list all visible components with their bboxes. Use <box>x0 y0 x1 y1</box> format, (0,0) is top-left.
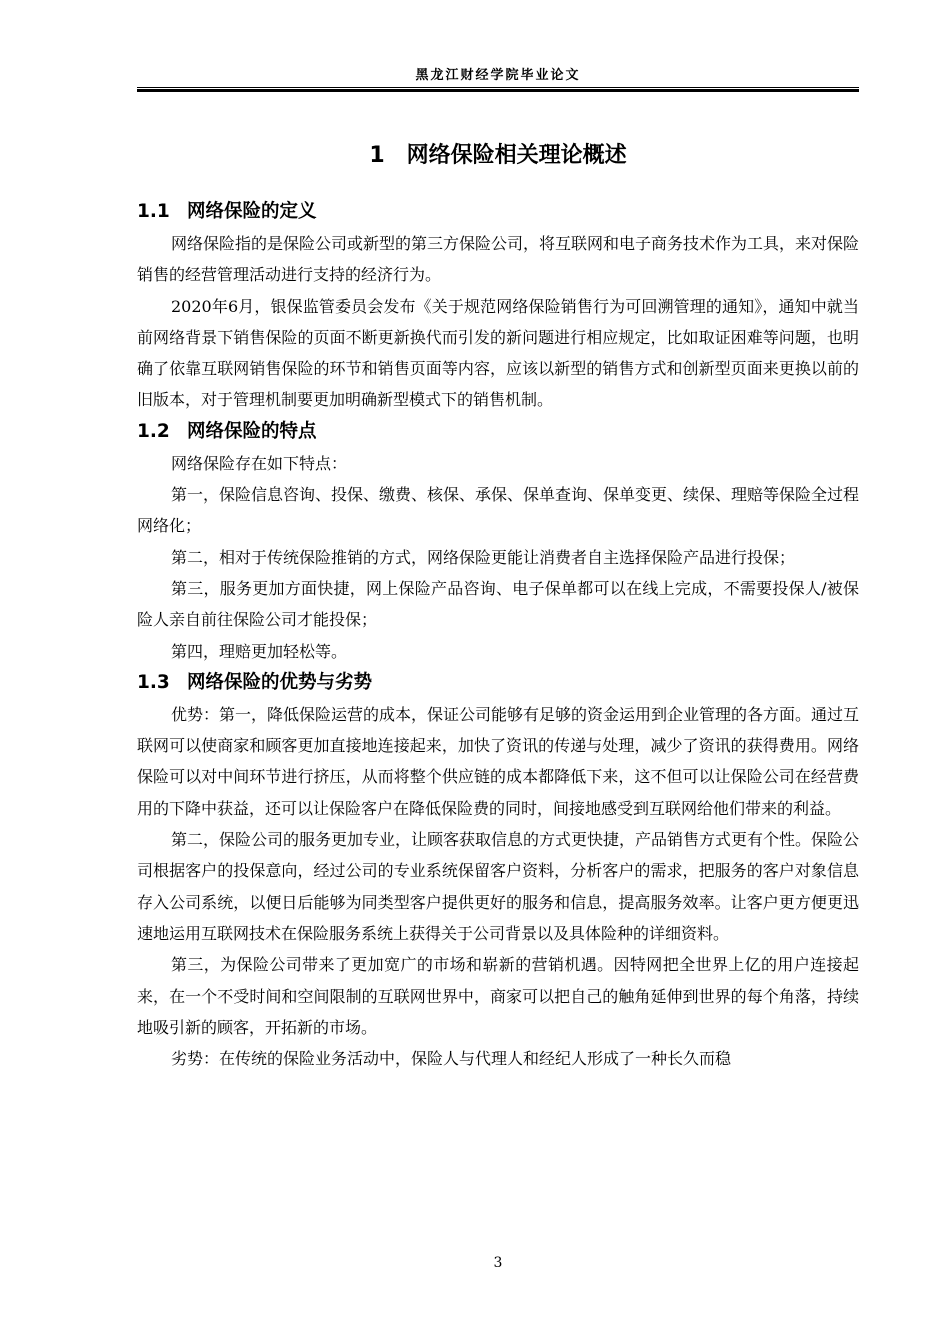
section-title: 网络保险的特点 <box>187 420 317 442</box>
section-1-2 <box>137 416 859 667</box>
running-header: 黑龙江财经学院毕业论文 <box>415 68 581 83</box>
paragraph: 劣势：在传统的保险业务活动中，保险人与代理人和经纪人形成了一种长久而稳 <box>171 1049 732 1069</box>
paragraph: 第三，为保险公司带来了更加宽广的市场和崭新的营销机遇。因特网把全世界上亿的用户连接起来，在一个不受时间和空间限制的互联网世界中，商家可以把自己的触角延伸到世界的每个角落，持续地吸引新的顾客，开拓新的市场。 <box>137 955 859 1037</box>
section-heading <box>137 416 859 448</box>
section-1-3 <box>137 667 859 1075</box>
paragraph: 第一，保险信息咨询、投保、缴费、核保、承保、保单查询、保单变更、续保、理赔等保险全过程网络化； <box>137 485 860 536</box>
paragraph: 优势：第一，降低保险运营的成本，保证公司能够有足够的资金运用到企业管理的各方面。通过互联网可以使商家和顾客更加直接地连接起来，加快了资讯的传递与处理，减少了资讯的获得费用。网络保险可以对中间环节进行挤压，从而将整个供应链的成本都降低下来，这不但可以让保险公司在经营费用的下降中获益，还可以让保险客户在降低保险费的同时，间接地感受到互联网给他们带来的利益。 <box>137 704 860 818</box>
header-rule-thin <box>137 87 859 88</box>
header-rule-thick <box>137 89 859 92</box>
section-number: 1.3 <box>137 671 170 693</box>
paragraph: 2020年6月，银保监管委员会发布《关于规范网络保险销售行为可回溯管理的通知》，通知中就当前网络背景下销售保险的页面不断更新换代而引发的新问题进行相应规定，比如取证困难等问题，也明确了依靠互联网销售保险的环节和销售页面等内容，应该以新型的销售方式和创新型页面来更换以前的旧版本，对于管理机制要更加明确新型模式下的销售机制。 <box>137 296 859 410</box>
section-number: 1.1 <box>137 201 170 222</box>
paragraph: 第二，保险公司的服务更加专业，让顾客获取信息的方式更快捷，产品销售方式更有个性。保险公司根据客户的投保意向，经过公司的专业系统保留客户资料，分析客户的需求，把服务的客户对象信息存入公司系统，以便日后能够为同类型客户提供更好的服务和信息，提高服务效率。让客户更方便更迅速地运用互联网技术在保险服务系统上获得关于公司背景以及具体险种的详细资料。 <box>137 830 860 943</box>
paragraph: 第二，相对于传统保险推销的方式，网络保险更能让消费者自主选择保险产品进行投保； <box>171 547 796 567</box>
paragraph: 网络保险存在如下特点： <box>171 453 348 473</box>
paragraph: 第三，服务更加方面快捷，网上保险产品咨询、电子保单都可以在线上完成，不需要投保人/被保险人亲自前往保险公司才能投保； <box>137 578 859 630</box>
section-title: 网络保险的定义 <box>187 201 317 222</box>
section-heading <box>137 196 859 228</box>
section-number: 1.2 <box>137 420 170 442</box>
section-title: 网络保险的优势与劣势 <box>187 671 373 693</box>
section-1-1 <box>137 196 859 416</box>
paragraph: 第四，理赔更加轻松等。 <box>171 641 348 661</box>
chapter-number: 1 <box>369 143 385 168</box>
page-body <box>137 138 859 1074</box>
paragraph: 网络保险指的是保险公司或新型的第三方保险公司，将互联网和电子商务技术作为工具，来对保险销售的经营管理活动进行支持的经济行为。 <box>137 234 860 285</box>
chapter-heading <box>137 138 859 174</box>
section-heading <box>137 667 859 699</box>
page-number: 3 <box>493 1255 503 1271</box>
chapter-title: 网络保险相关理论概述 <box>406 143 627 168</box>
